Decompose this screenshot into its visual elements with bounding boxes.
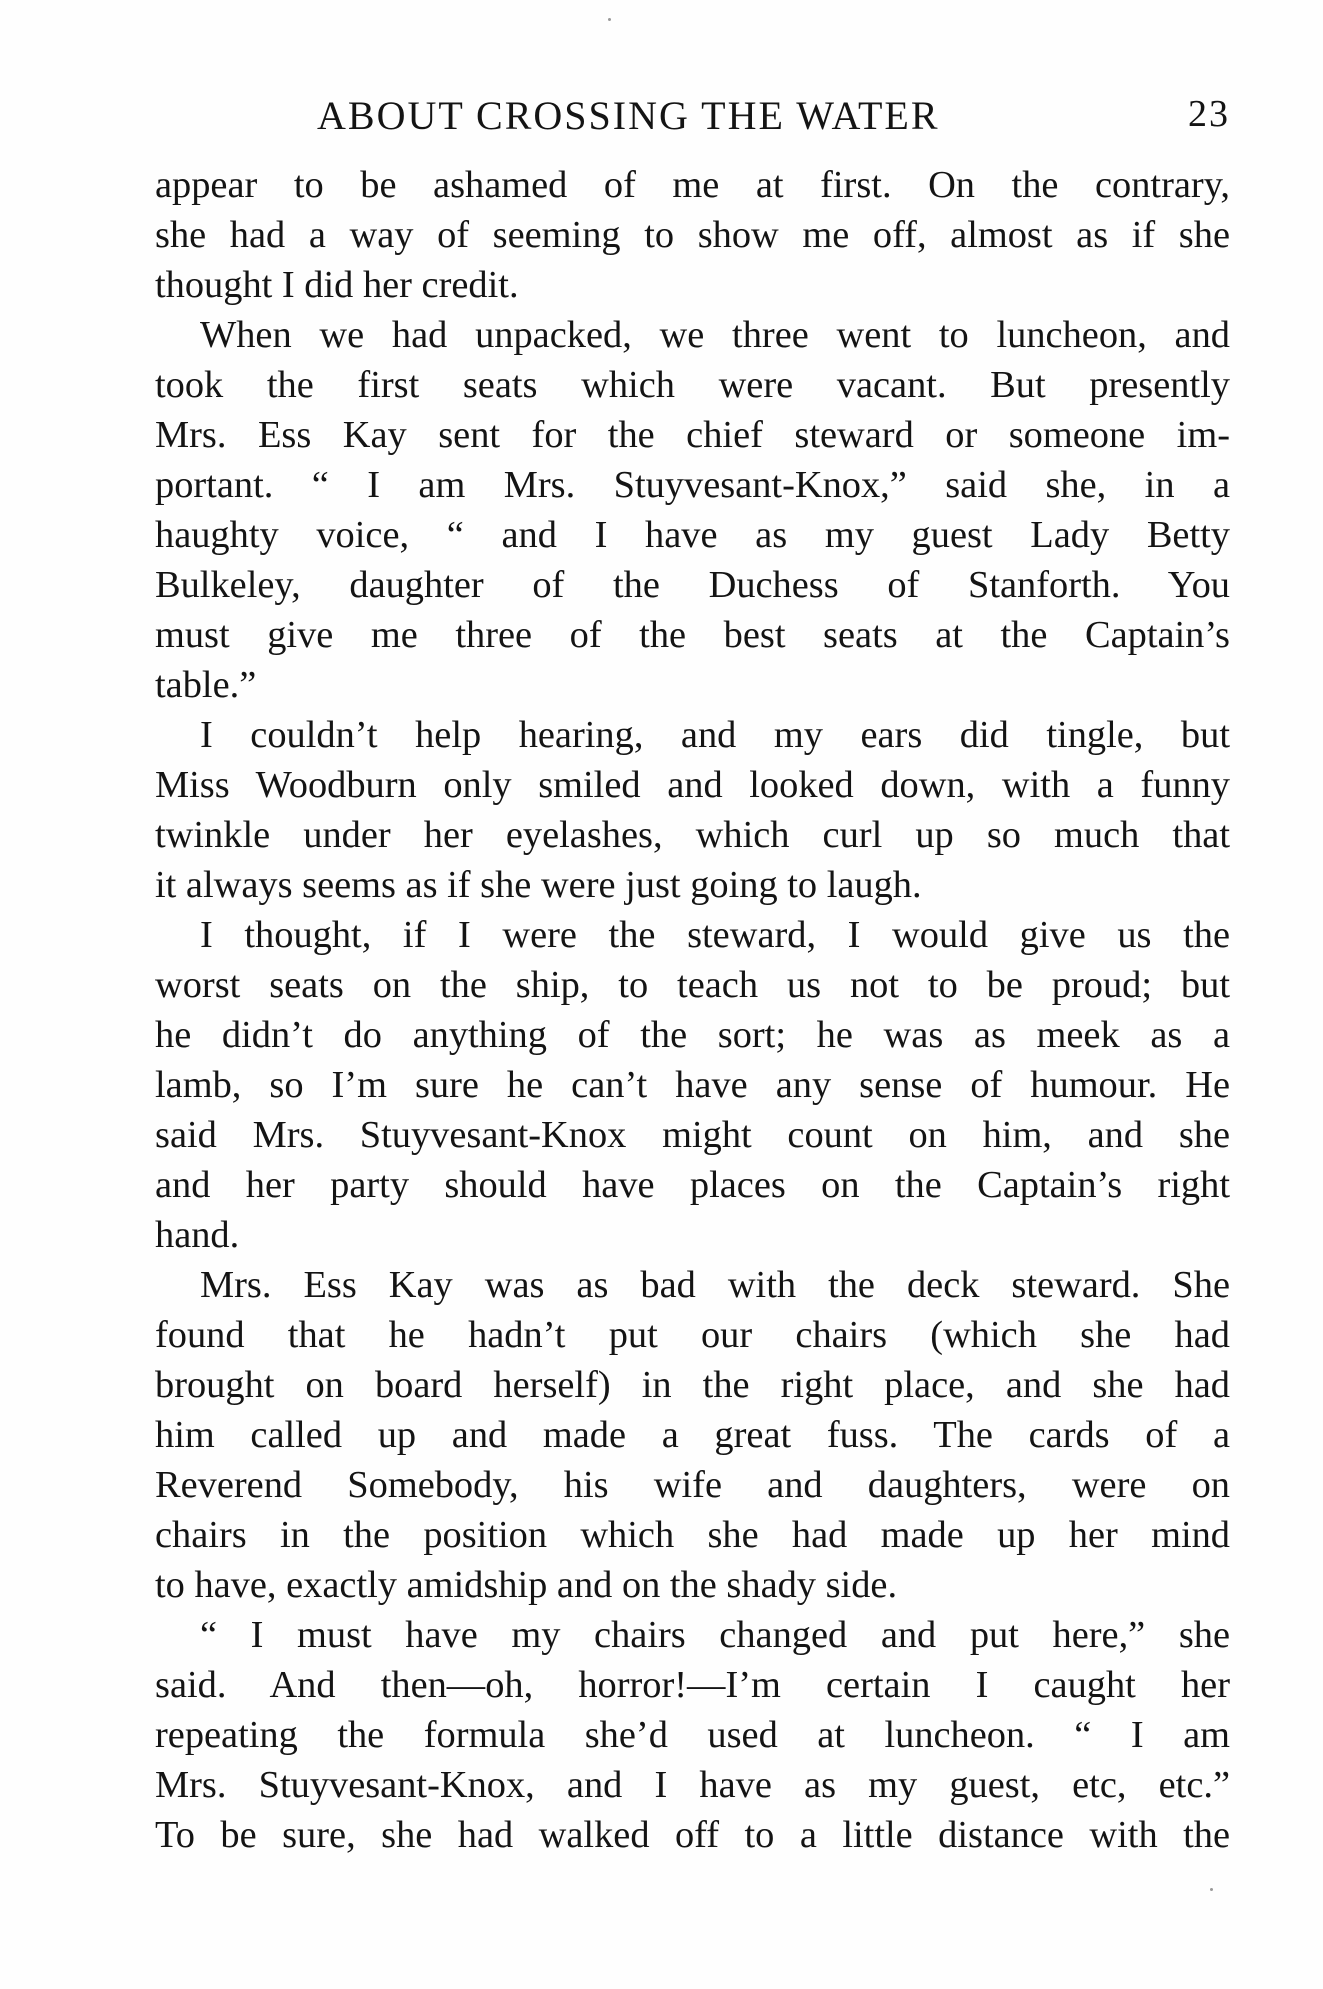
text-line: Bulkeley, daughter of the Duchess of Stanforth. You — [155, 564, 1230, 606]
page-number: 23 — [1188, 93, 1230, 135]
text-line: to have, exactly amidship and on the shady side. — [155, 1564, 898, 1606]
print-speck — [1210, 1888, 1213, 1891]
text-line: appear to be ashamed of me at first. On the contrary, — [155, 164, 1230, 206]
paragraph-5 — [155, 1260, 1230, 1610]
text-line: found that he hadn’t put our chairs (which she had — [155, 1314, 1230, 1356]
paragraph-1 — [155, 160, 1230, 310]
running-head — [155, 92, 1230, 142]
text-line: To be sure, she had walked off to a little distance with the — [155, 1814, 1230, 1856]
text-line: took the first seats which were vacant. But presently — [155, 364, 1230, 406]
text-line: portant. “ I am Mrs. Stuyvesant-Knox,” said she, in a — [155, 464, 1230, 506]
text-line: Mrs. Ess Kay was as bad with the deck steward. She — [200, 1264, 1230, 1306]
text-line: lamb, so I’m sure he can’t have any sense of humour. He — [155, 1064, 1230, 1106]
text-line: Mrs. Stuyvesant-Knox, and I have as my guest, etc, etc.” — [155, 1764, 1230, 1806]
text-line: Miss Woodburn only smiled and looked down, with a funny — [155, 764, 1230, 806]
text-line: chairs in the position which she had made up her mind — [155, 1514, 1230, 1556]
text-line: worst seats on the ship, to teach us not to be proud; but — [155, 964, 1230, 1006]
text-line: twinkle under her eyelashes, which curl up so much that — [155, 814, 1230, 856]
paragraph-2 — [155, 310, 1230, 710]
print-speck — [608, 18, 611, 21]
text-line: must give me three of the best seats at the Captain’s — [155, 614, 1230, 656]
text-line: haughty voice, “ and I have as my guest Lady Betty — [155, 514, 1230, 556]
text-line: “ I must have my chairs changed and put here,” she — [200, 1614, 1230, 1656]
paragraph-4 — [155, 910, 1230, 1260]
body-text — [155, 160, 1230, 1860]
text-line: I thought, if I were the steward, I would give us the — [200, 914, 1230, 956]
text-line: repeating the formula she’d used at luncheon. “ I am — [155, 1714, 1230, 1756]
text-line: Reverend Somebody, his wife and daughters, were on — [155, 1464, 1230, 1506]
text-line: I couldn’t help hearing, and my ears did tingle, but — [200, 714, 1230, 756]
text-line: him called up and made a great fuss. The cards of a — [155, 1414, 1230, 1456]
running-title: ABOUT CROSSING THE WATER — [317, 93, 940, 138]
text-line: Mrs. Ess Kay sent for the chief steward or someone im- — [155, 414, 1230, 456]
text-line: said Mrs. Stuyvesant-Knox might count on him, and she — [155, 1114, 1230, 1156]
paragraph-3 — [155, 710, 1230, 910]
paragraph-6 — [155, 1610, 1230, 1860]
text-line: hand. — [155, 1214, 240, 1256]
text-line: said. And then—oh, horror!—I’m certain I caught her — [155, 1664, 1230, 1706]
text-line: it always seems as if she were just going to laugh. — [155, 864, 922, 906]
text-line: he didn’t do anything of the sort; he was as meek as a — [155, 1014, 1230, 1056]
text-line: When we had unpacked, we three went to luncheon, and — [200, 314, 1230, 356]
text-line: table.” — [155, 664, 257, 706]
text-line: thought I did her credit. — [155, 264, 519, 306]
text-line: she had a way of seeming to show me off, almost as if she — [155, 214, 1230, 256]
text-line: brought on board herself) in the right place, and she had — [155, 1364, 1230, 1406]
text-line: and her party should have places on the Captain’s right — [155, 1164, 1230, 1206]
